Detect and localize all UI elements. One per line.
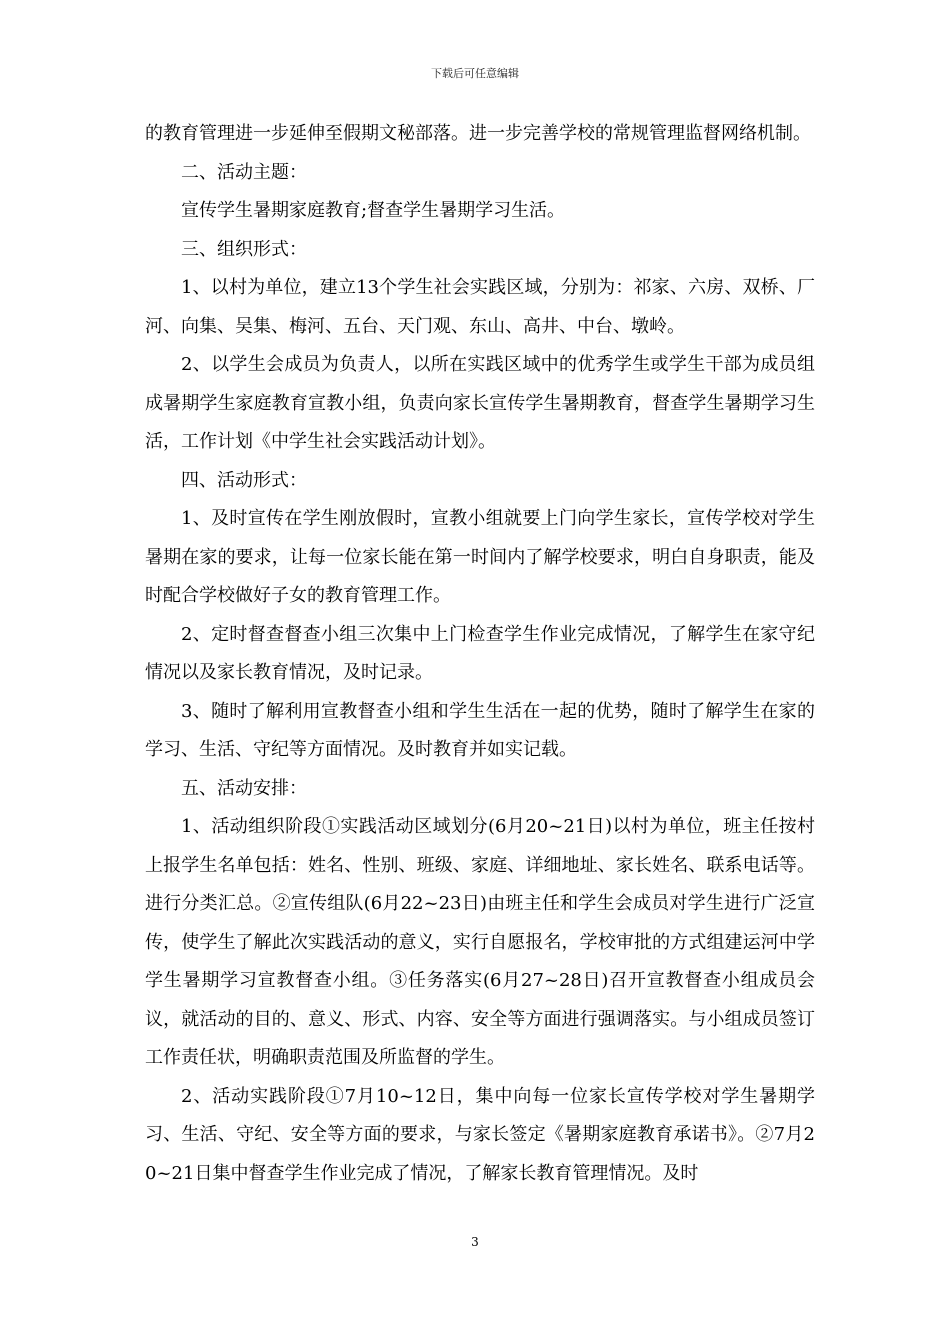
paragraph-activity-form-1: 1、及时宣传在学生刚放假时，宣教小组就要上门向学生家长，宣传学校对学生暑期在家的要求，让每一位家长能在第一时间内了解学校要求，明白自身职责，能及时配合学校做好子女的教育管理工作。 [145,508,815,606]
page-number: 3 [471,1235,479,1249]
paragraph-activity-form-3: 3、随时了解利用宣教督查小组和学生生活在一起的优势，随时了解学生在家的学习、生活、守纪等方面情况。及时教育并如实记载。 [145,700,815,760]
paragraph-organization-2: 2、以学生会成员为负责人，以所在实践区域中的优秀学生或学生干部为成员组成暑期学生家庭教育宣教小组，负责向家长宣传学生暑期教育，督查学生暑期学习生活，工作计划《中学生社会实践活动计划》。 [145,354,815,452]
paragraph-activity-theme: 宣传学生暑期家庭教育;督查学生暑期学习生活。 [181,200,566,221]
paragraph-schedule-1: 1、活动组织阶段①实践活动区域划分(6月20~21日)以村为单位，班主任按村上报学生名单包括：姓名、性别、班级、家庭、详细地址、家长姓名、联系电话等。进行分类汇总。②宣传组队(6月22~23日)由班主任和学生会成员对学生进行广泛宣传，使学生了解此次实践活动的意义，实行自愿报名，学校审批的方式组建运河中学学生暑期学习宣教督查小组。③任务落实(6月27~28日)召开宣教督查小组成员会议，就活动的目的、意义、形式、内容、安全等方面进行强调落实。与小组成员签订工作责任状，明确职责范围及所监督的学生。 [145,816,815,1068]
paragraph-intro-continuation: 的教育管理进一步延伸至假期文秘部落。进一步完善学校的常规管理监督网络机制。 [145,123,811,144]
page-header: 下载后可任意编辑 [431,67,519,80]
heading-organization-form: 三、组织形式： [181,238,307,260]
paragraph-organization-1: 1、以村为单位，建立13个学生社会实践区域，分别为：祁家、六房、双桥、厂河、向集、吴集、梅河、五台、天门观、东山、高井、中台、墩岭。 [145,277,815,337]
heading-activity-theme: 二、活动主题： [181,161,307,183]
paragraph-activity-form-2: 2、定时督查督查小组三次集中上门检查学生作业完成情况，了解学生在家守纪情况以及家长教育情况，及时记录。 [145,623,815,683]
heading-activity-schedule: 五、活动安排： [181,777,307,799]
heading-activity-form: 四、活动形式： [181,469,307,491]
paragraph-schedule-2: 2、活动实践阶段①7月10~12日，集中向每一位家长宣传学校对学生暑期学习、生活、守纪、安全等方面的要求，与家长签定《暑期家庭教育承诺书》。②7月20~21日集中督查学生作业完成了情况，了解家长教育管理情况。及时 [145,1085,815,1184]
document-body [145,115,815,1193]
